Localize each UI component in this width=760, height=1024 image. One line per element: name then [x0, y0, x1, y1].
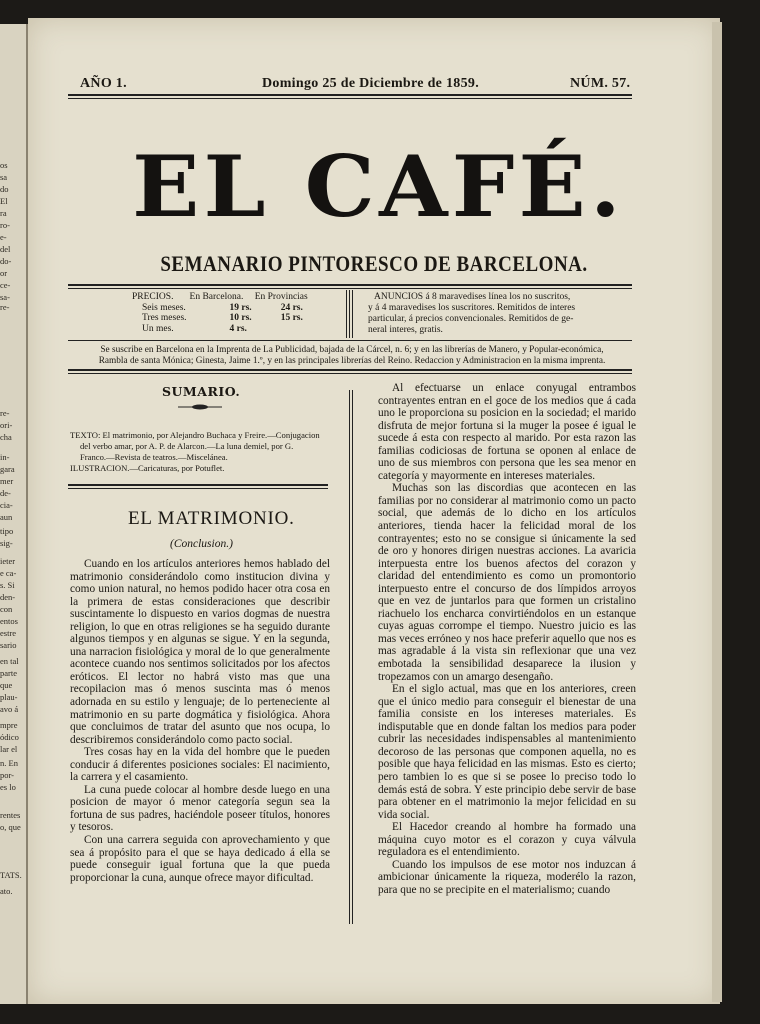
year-label: AÑO 1.	[80, 76, 127, 91]
article-title: EL MATRIMONIO.	[128, 508, 295, 529]
article-paragraph: Cuando en los artículos anteriores hemos hablado del matrimonio considerándolo como institucion divina y como union natural, no hemos podido hacer otra cosa en la primera de estas consideraciones que describir suscintamente lo dispuesto en varios dogmas de nuestra religion, lo que en otras religiones se ha seguido durante algunos tiempos y en algunas se sigue. Y en la segunda, una narracion fisiológica y moral de lo que generalmente acontece cuando nos sentimos solicitados por los afectos eróticos. El lector no habrá visto mas que una recopilacion mas ó menos suscinta mas ó menos adornada en su estilo y lenguaje; de lo perteneciente al matrimonio en su parte dogmática y fisiológica. Ahora que concluimos de tratar del asunto que nos ocupa, lo describiremos considerándolo como pacto social.	[70, 558, 330, 746]
left-page-fragment: sa	[0, 172, 8, 182]
sumario-line: ILUSTRACION.—Caricaturas, por Potuflet.	[70, 463, 225, 473]
left-page-fragment: sa-	[0, 292, 10, 302]
price-period: Tres meses.	[142, 313, 187, 323]
left-page-fragment: estre	[0, 628, 17, 638]
price-provincias: 24 rs.	[280, 302, 303, 313]
sumario-title: SUMARIO.	[162, 384, 241, 399]
left-page-fragment: lar el	[0, 744, 18, 754]
left-page-fragment: e-	[0, 232, 7, 242]
price-barcelona: 19 rs.	[229, 302, 252, 313]
subscription-line-2: Rambla de santa Mónica; Ginesta, Jaime 1.º, y en las principales librerías del Reino. Redaccion y Administracion en la misma imprenta.	[98, 356, 606, 366]
article-paragraph: Muchas son las discordias que acontecen en las familias por no considerar al matrimonio como un pacto social, que además de lo dicho en los artículos anteriores, tienda hacer la felicidad moral de los contrayentes; esto no se consigue si únicamente la sed de oro y honores dirigen nuestras acciones. La avaricia interpuesta entre los buenos afectos del corazon y claridad del entendimiento es como un promontorio interpuesto entre el concurso de dos límpidos arroyos que en vez de juntarlos para que formen un cristalino riachuelo los encharca convirtiéndolos en un estanque cuyas aguas corrompe el tiempo. Nuestro juicio es las mas veces erróneo y nos hace preferir aquello que nos es mas agradable á la vista sin reflexionar que una vez embotada la sensibilidad desaparece la ilusion y tropezamos con un amargo desengaño.	[378, 482, 636, 683]
previous-page-edge	[0, 24, 28, 1004]
masthead-subtitle: SEMANARIO PINTORESCO DE BARCELONA.	[160, 252, 588, 277]
price-divider-2	[349, 290, 350, 338]
left-page-fragment: os	[0, 160, 8, 170]
article-subtitle: (Conclusion.)	[170, 538, 233, 550]
price-provincias	[255, 324, 311, 335]
left-page-fragment: es lo	[0, 782, 16, 792]
left-page-fragment: o, que	[0, 822, 21, 832]
article-paragraph: Al efectuarse un enlace conyugal entrambos contrayentes entran en el goce de los medios que á cada uno le proporciona su posicion en la sociedad; el marido disfruta de mejor fortuna si la muger la posee é igual le sucede á esta con respecto al marido. Por esta razon las familias codiciosas de fortuna se oponen al enlace de uno de sus miembros con persona que les sea menor en categoría y mayormente en intereses materiales.	[378, 382, 636, 482]
price-divider-3	[352, 290, 353, 338]
price-rule-top-thin	[68, 288, 632, 289]
left-page-fragment: que	[0, 680, 13, 690]
subscription-line-1: Se suscribe en Barcelona en la Imprenta de La Publicidad, bajada de la Cárcel, n. 6; y en las librerías de Manero, y Popular-económica,	[100, 345, 604, 355]
left-page-fragment: den-	[0, 592, 16, 602]
sumario-rule	[68, 484, 328, 486]
prices-col-provincias: En Provincias	[254, 292, 308, 302]
sumario-content	[70, 430, 320, 474]
header-rule-thin	[68, 98, 632, 99]
issue-number: NÚM. 57.	[570, 76, 631, 91]
left-page-fragment: aun	[0, 512, 13, 522]
sumario-line: del verbo amar, por A. P. de Alarcon.—La luna demiel, por G.	[80, 441, 294, 451]
subscription-rule-top	[68, 340, 632, 341]
left-page-fragment: tipo	[0, 526, 14, 536]
left-page-fragment: mpre	[0, 720, 18, 730]
price-row	[132, 324, 311, 335]
left-page-fragment: e ca-	[0, 568, 17, 578]
left-page-fragment: gara	[0, 464, 15, 474]
article-paragraph: La cuna puede colocar al hombre desde luego en una posicion de mayor ó menor categoría segun sea la fortuna de sus padres, haciéndole poseer títulos, honores y tesoros.	[70, 783, 330, 834]
anuncios-line-1: ANUNCIOS á 8 maravedises línea los no suscritos,	[374, 292, 571, 302]
left-page-fragment: cha	[0, 432, 12, 442]
prices-col-barcelona: En Barcelona.	[189, 292, 244, 302]
left-page-fragment: ori-	[0, 420, 13, 430]
article-paragraph: Cuando los impulsos de ese motor nos induzcan á ambicionar únicamente la riqueza, moderélo la razon, para que no se precipite en el materialismo; cuando	[378, 858, 636, 896]
price-provincias: 15 rs.	[280, 313, 303, 323]
left-page-fragment: avo á	[0, 704, 19, 714]
page-edge	[712, 22, 722, 1002]
article-paragraph: Con una carrera seguida con aprovechamiento y que sea á propósito para el que se haya dedicado á ella se puede conseguir igual fortuna que la que pueda proporcionar la cuna, aunque ofrece mayor dificultad.	[70, 834, 330, 884]
price-barcelona: 4 rs.	[229, 323, 247, 334]
left-page-fragment: parte	[0, 668, 17, 678]
left-page-fragment: en tal	[0, 656, 19, 666]
left-page-fragment: ra	[0, 208, 7, 218]
article-column-1	[70, 558, 330, 918]
price-barcelona: 10 rs.	[229, 313, 252, 323]
anuncios-line-3: particular, á precios convencionales. Remitidos de ge-	[368, 314, 574, 324]
article-paragraph: En el siglo actual, mas que en los anteriores, creen que el único medio para conseguir el bienestar de una familia consiste en los intereses materiales. Es indisputable que en donde faltan los medios para poder cubrir las necesidades indispensables al mantenimiento decoroso de las personas que componen aquella, no es posible que haya felicidad en las mismas. Esto es cierto; pero tambien lo es que si se posee lo preciso todo lo demás está de sobra. Y este principio debe servir de base para obtener en el matrimonio la mejor felicidad en su vida social.	[378, 683, 636, 821]
column-divider-2	[352, 390, 353, 924]
price-row	[132, 313, 311, 324]
price-row	[132, 303, 311, 314]
price-period: Un mes.	[142, 323, 174, 334]
left-page-fragment: del	[0, 244, 11, 254]
sumario-line: Franco.—Revista de teatros.—Miscelánea.	[80, 452, 228, 462]
left-page-fragment: do-	[0, 256, 12, 266]
newspaper-page	[28, 18, 720, 1004]
column-divider	[349, 390, 350, 924]
left-page-fragment: El	[0, 196, 8, 206]
subscription-rule-bottom-thin	[68, 373, 632, 374]
left-page-fragment: re-	[0, 408, 10, 418]
left-page-fragment: ato.	[0, 886, 13, 896]
anuncios-line-4: neral interes, gratis.	[368, 325, 443, 335]
left-page-fragment: entos	[0, 616, 18, 626]
issue-date: Domingo 25 de Diciembre de 1859.	[262, 76, 479, 91]
left-page-fragment: or	[0, 268, 8, 278]
left-page-fragment: ieter	[0, 556, 16, 566]
article-column-2	[378, 382, 636, 928]
left-page-fragment: con	[0, 604, 13, 614]
ornament-divider	[178, 404, 222, 410]
anuncios-line-2: y á 4 maravedises los suscritores. Remitidos de interes	[368, 303, 576, 313]
left-page-fragment: re-	[0, 302, 10, 312]
prices-label: PRECIOS.	[132, 292, 174, 302]
sumario-line: TEXTO: El matrimonio, por Alejandro Buchaca y Freire.—Conjugacion	[70, 430, 320, 440]
subscription-rule-bottom	[68, 369, 632, 371]
left-page-fragment: ce-	[0, 280, 11, 290]
article-paragraph: El Hacedor creando al hombre ha formado una máquina cuyo motor es el corazon y cuya válvula reguladora es el entendimiento.	[378, 821, 636, 859]
header-rule	[68, 94, 632, 96]
sumario-rule-thin	[68, 488, 328, 489]
left-page-fragment: TATS.	[0, 870, 22, 880]
left-page-fragment: rentes	[0, 810, 21, 820]
masthead-title: EL CAFÉ.	[132, 137, 625, 236]
price-period: Seis meses.	[142, 302, 186, 313]
left-page-fragment: de-	[0, 488, 11, 498]
left-page-fragment: plau-	[0, 692, 18, 702]
price-rule-top	[68, 284, 632, 286]
left-page-fragment: ódico	[0, 732, 19, 742]
article-paragraph: Tres cosas hay en la vida del hombre que le pueden conducir á diferentes posiciones sociales: El nacimiento, la carrera y el casamiento.	[70, 746, 330, 784]
prices-block	[132, 292, 311, 334]
left-page-fragment: in-	[0, 452, 10, 462]
price-divider	[346, 290, 347, 338]
left-page-fragment: sario	[0, 640, 17, 650]
left-page-fragment: mer	[0, 476, 14, 486]
left-page-fragment: n. En	[0, 758, 18, 768]
left-page-fragment: do	[0, 184, 9, 194]
left-page-fragment: por-	[0, 770, 14, 780]
left-page-fragment: cia-	[0, 500, 13, 510]
left-page-fragment: sig-	[0, 538, 13, 548]
left-page-fragment: ro-	[0, 220, 10, 230]
left-page-fragment: s. Si	[0, 580, 15, 590]
